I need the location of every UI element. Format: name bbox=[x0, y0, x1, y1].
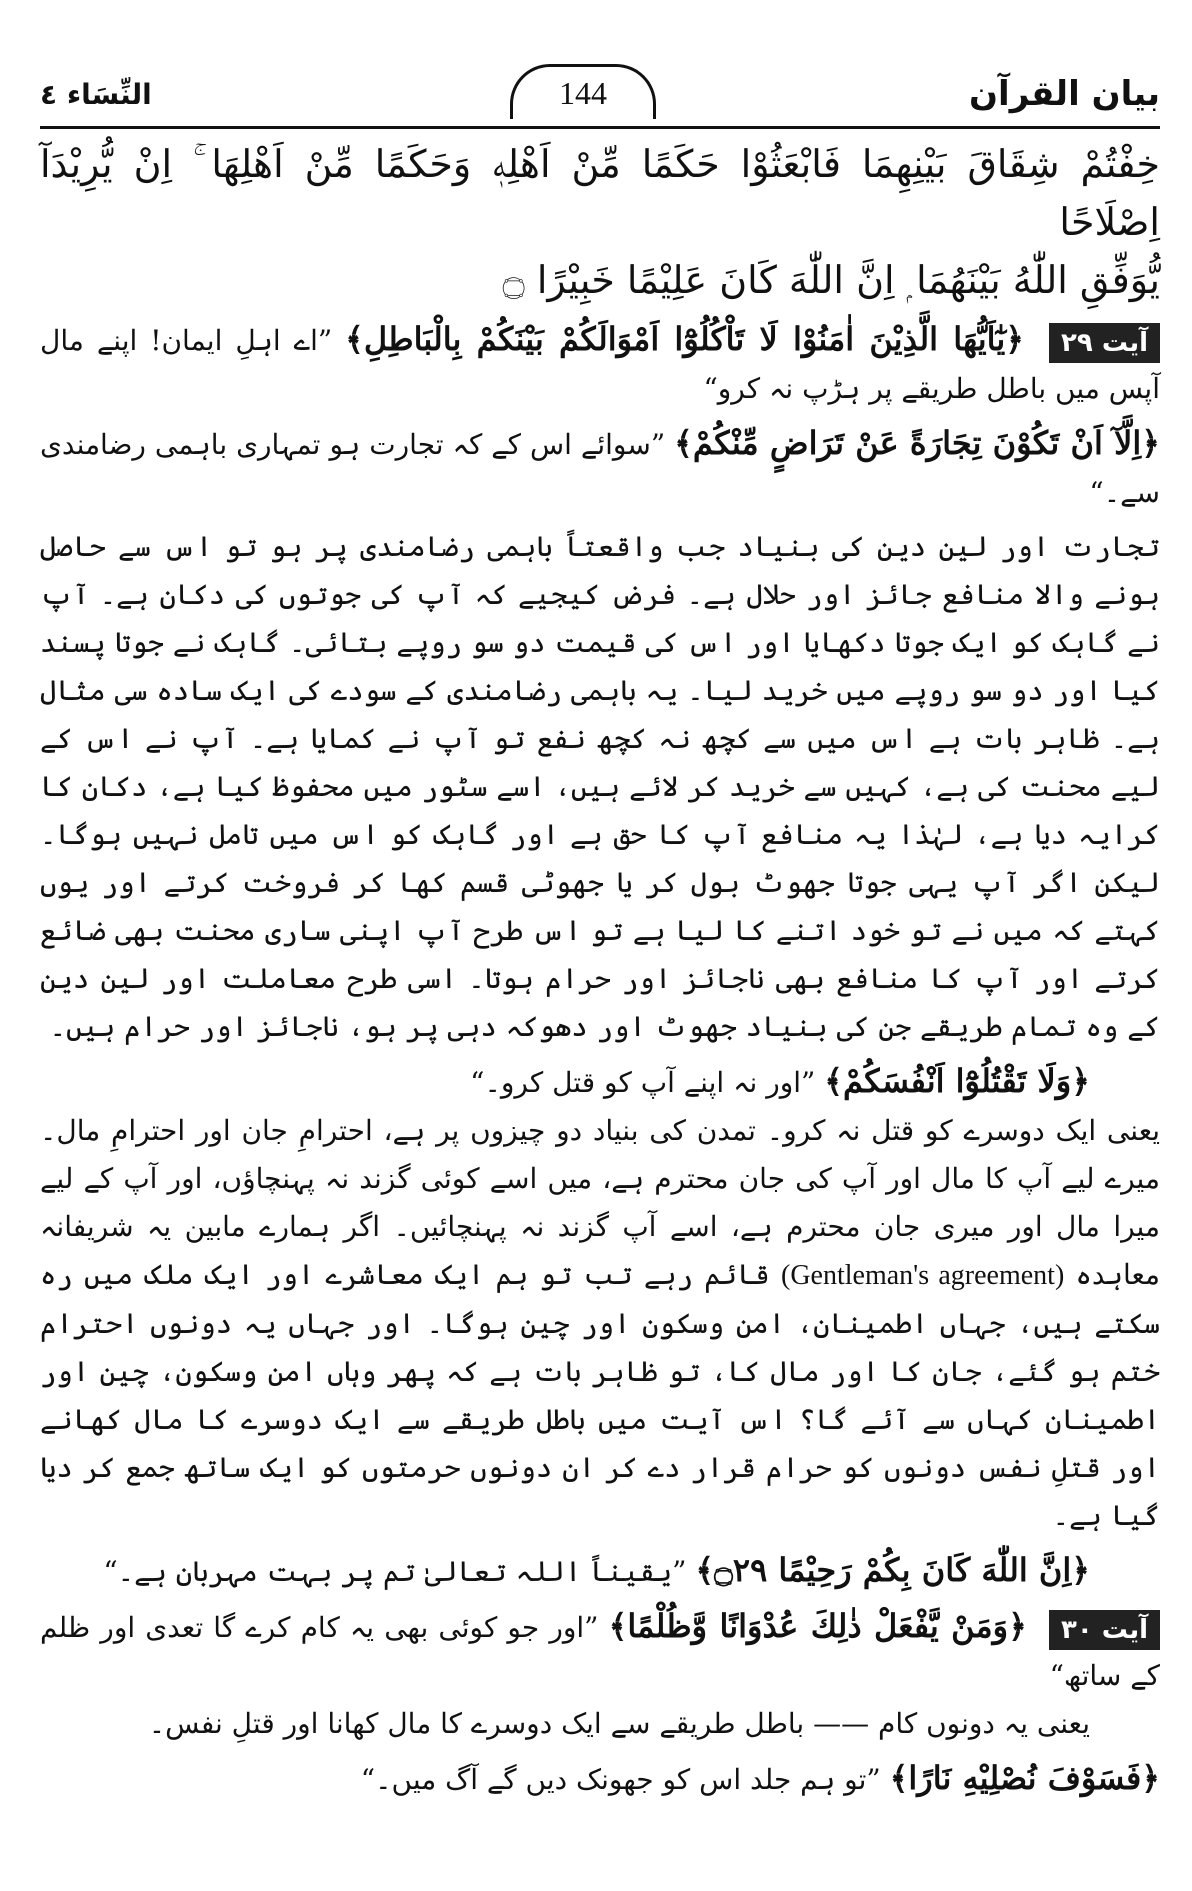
ayah-29-translation-2: ”سوائے اس کے کہ تجارت ہو تمہاری باہمی رضامندی سے۔“ bbox=[40, 428, 1160, 509]
book-page bbox=[40, 70, 1160, 1870]
ayah-30-badge: آیت ۳۰ bbox=[1049, 1610, 1160, 1650]
page-number: 144 bbox=[510, 64, 656, 119]
ayah-29-commentary-2 bbox=[40, 1107, 1160, 1540]
ayah-29-arabic-1: ﴿يٰٓاَيُّهَا الَّذِيْنَ اٰمَنُوْا لَا تَاْكُلُوْٓا اَمْوَالَكُمْ بَيْنَكُمْ بِالْبَاطِلِ﴾ bbox=[345, 320, 1025, 358]
ayah-29-badge: آیت ۲۹ bbox=[1049, 323, 1160, 363]
ayah-30-arabic-2: ﴿فَسَوْفَ نُصْلِيْهِ نَارًا﴾ bbox=[889, 1759, 1160, 1797]
quran-line-1: خِفْتُمْ شِقَاقَ بَيْنِهِمَا فَابْعَثُوْا حَكَمًا مِّنْ اَهْلِهٖ وَحَكَمًا مِّنْ اَهْلِهَا ۚ اِنْ يُّرِيْدَآ اِصْلَاحًا bbox=[40, 142, 1160, 244]
quran-line-2: يُّوَفِّقِ اللّٰهُ بَيْنَهُمَا ۭ اِنَّ اللّٰهَ كَانَ عَلِيْمًا خَبِيْرًا ۝ bbox=[502, 258, 1160, 302]
page-header bbox=[40, 70, 1160, 129]
ayah-30-commentary: یعنی یہ دونوں کام —— باطل طریقے سے ایک دوسرے کا مال کھانا اور قتلِ نفس۔ bbox=[148, 1707, 1090, 1740]
ayah-30-opening bbox=[40, 1602, 1160, 1700]
ayah-30-arabic-1: ﴿وَمَنْ يَّفْعَلْ ذٰلِكَ عُدْوَانًا وَّظُلْمًا﴾ bbox=[608, 1607, 1027, 1645]
ayah-29-part-3 bbox=[40, 1057, 1160, 1107]
ayah-29-opening bbox=[40, 315, 1160, 413]
ayah-29-arabic-2: ﴿اِلَّآ اَنْ تَكُوْنَ تِجَارَةً عَنْ تَرَاضٍ مِّنْكُمْ﴾ bbox=[674, 424, 1160, 462]
ayah-29-translation-4: ”یقیناً اللہ تعالیٰ تم پر بہت مہربان ہے۔“ bbox=[103, 1555, 687, 1588]
ayah-29-translation-1: ”اے اہلِ ایمان! اپنے مال آپس میں باطل طریقے پر ہڑپ نہ کرو“ bbox=[40, 324, 1160, 405]
ayah-29-translation-3: ”اور نہ اپنے آپ کو قتل کرو۔“ bbox=[470, 1066, 816, 1099]
commentary-2-part-1: یعنی ایک دوسرے کو قتل نہ کرو۔ تمدن کی بنیاد دو چیزوں پر ہے، احترامِ جان اور احترامِ مال۔ میرے لیے آپ کا مال اور آپ کی جان محترم ہے، میں اسے کوئی گزند نہ پہنچاؤں، اور آپ کے لیے میرا مال اور میری جان محترم ہے، اسے آپ گزند نہ پہنچائیں۔ اگر ہمارے مابین یہ شریفانہ معاہدہ bbox=[40, 1114, 1161, 1291]
quran-verse-continuation bbox=[40, 135, 1160, 309]
surah-name: النِّسَاء ٤ bbox=[40, 78, 152, 111]
ayah-29-arabic-4: ﴿اِنَّ اللّٰهَ كَانَ بِكُمْ رَحِيْمًا ۝٢٩﴾ bbox=[695, 1551, 1090, 1589]
book-title: بیان القرآن bbox=[969, 74, 1160, 114]
english-term: (Gentleman's agreement) bbox=[781, 1260, 1065, 1291]
ayah-30-translation-1: ”اور جو کوئی بھی یہ کام کرے گا تعدی اور ظلم کے ساتھ“ bbox=[40, 1611, 1160, 1692]
ayah-29-arabic-3: ﴿وَلَا تَقْتُلُوْٓا اَنْفُسَكُمْ﴾ bbox=[824, 1062, 1090, 1100]
commentary-2-part-2: قائم رہے تب تو ہم ایک معاشرے اور ایک ملک میں رہ سکتے ہیں، جہاں اطمینان، امن وسکون اور چین ہوگا۔ اور جہاں یہ دونوں احترام ختم ہو گئے، جان کا اور مال کا، تو ظاہر بات ہے کہ پھر وہاں امن وسکون، چین اور اطمینان کہاں سے آئے گا؟ اس آیت میں باطل طریقے سے ایک دوسرے کا مال کھانے اور قتلِ نفس دونوں کو حرام قرار دے کر ان دونوں حرمتوں کو ایک ساتھ جمع کر دیا گیا ہے۔ bbox=[40, 1258, 1160, 1532]
ayah-29-part-2 bbox=[40, 419, 1160, 517]
ayah-29-commentary: تجارت اور لین دین کی بنیاد جب واقعتاً باہمی رضامندی پر ہو تو اس سے حاصل ہونے والا منافع جائز اور حلال ہے۔ فرض کیجیے کہ آپ کی جوتوں کی دکان ہے۔ آپ نے گاہک کو ایک جوتا دکھایا اور اس کی قیمت دو سو روپے بتائی۔ گاہک نے جوتا پسند کیا اور دو سو روپے میں خرید لیا۔ یہ باہمی رضامندی کے سودے کی ایک سادہ سی مثال ہے۔ ظاہر بات ہے اس میں سے کچھ نہ کچھ نفع تو آپ نے کمایا ہے۔ آپ نے اس کے لیے محنت کی ہے، کہیں سے خرید کر لائے ہیں، اسے سٹور میں محفوظ کیا ہے، دکان کا کرایہ دیا ہے، لہٰذا یہ منافع آپ کا حق ہے اور گاہک کو اس میں تامل نہیں ہوگا۔ لیکن اگر آپ یہی جوتا جھوٹ بول کر یا جھوٹی قسم کھا کر فروخت کرتے اور یوں کہتے کہ میں نے تو خود اتنے کا لیا ہے تو اس طرح آپ اپنی ساری محنت بھی ضائع کرتے اور آپ کا منافع بھی ناجائز اور حرام ہوتا۔ اسی طرح معاملت اور لین دین کے وہ تمام طریقے جن کی بنیاد جھوٹ اور دھوکہ دہی پر ہو، ناجائز اور حرام ہیں۔ bbox=[40, 530, 1160, 1043]
ayah-30-part-2 bbox=[40, 1754, 1160, 1804]
ayah-29-part-4 bbox=[40, 1546, 1160, 1596]
ayah-30-translation-2: ”تو ہم جلد اس کو جھونک دیں گے آگ میں۔“ bbox=[360, 1763, 881, 1796]
